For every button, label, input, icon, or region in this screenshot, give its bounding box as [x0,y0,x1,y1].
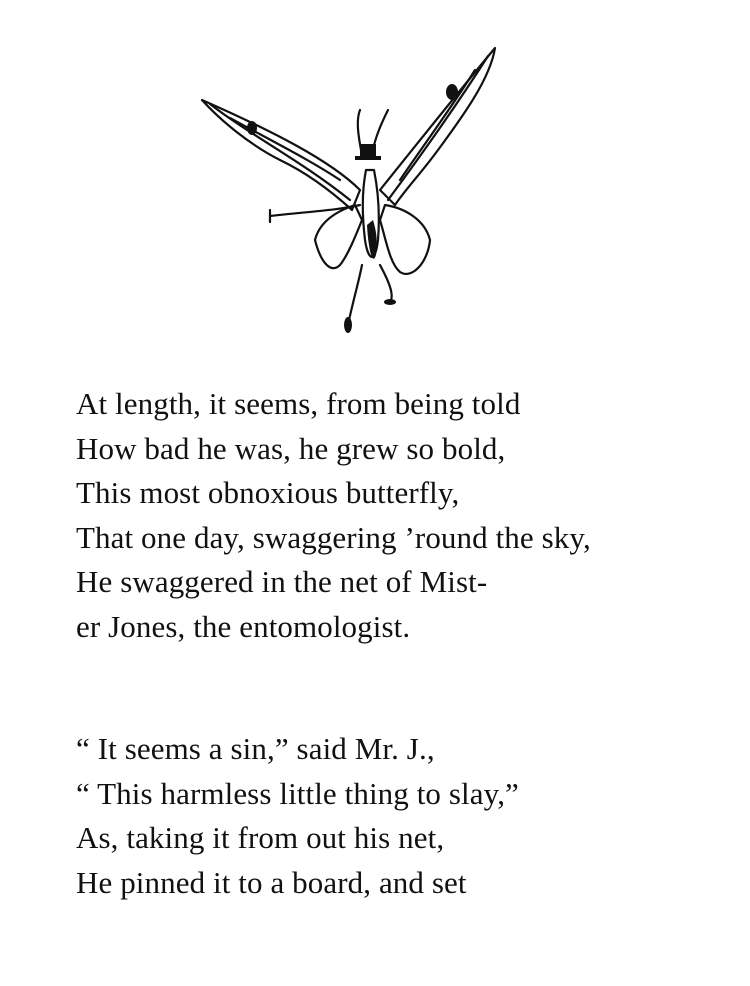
poem-line: He swaggered in the net of Mist- [76,564,488,599]
poem-line: At length, it seems, from being told [76,386,521,421]
poem-line: er Jones, the entomologist. [76,608,411,644]
poem-line: “ It seems a sin,” said Mr. J., [76,731,435,766]
butterfly-illustration-icon [190,40,510,340]
poem-line: “ This harmless little thing to slay,” [76,775,519,811]
poem-line: This most obnoxious butterfly, [76,475,460,510]
poem-line: That one day, swaggering ’round the sky, [76,519,591,555]
poem-line: He pinned it to a board, and set [76,864,467,900]
poem-stanza-1 [76,382,591,649]
poem-line: As, taking it from out his net, [76,820,445,855]
poem-stanza-2 [76,727,519,905]
poem-line: How bad he was, he grew so bold, [76,430,506,466]
